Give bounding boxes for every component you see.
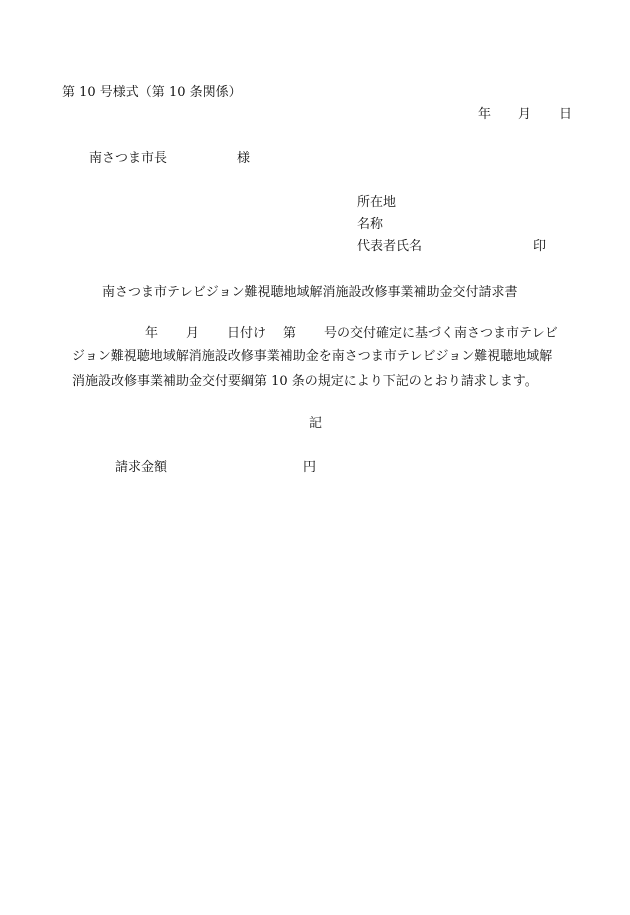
body-line-1-rest: 号の交付確定に基づく南さつま市テレビ — [324, 326, 558, 341]
claim-amount-label: 請求金額 — [115, 460, 168, 475]
body-number-prefix: 第 — [283, 326, 297, 341]
note-heading: 記 — [309, 416, 323, 431]
body-year-label: 年 — [145, 326, 159, 341]
form-number: 第 10 号様式（第 10 条関係） — [62, 85, 242, 100]
body-line-2: ジョン難視聴地域解消施設改修事業補助金を南さつま市テレビジョン難視聴地域解 — [72, 349, 553, 364]
applicant-name-label: 名称 — [357, 217, 384, 232]
claim-amount-unit: 円 — [303, 460, 317, 475]
addressee-name: 南さつま市長 — [89, 151, 168, 166]
seal-mark: 印 — [533, 239, 547, 254]
date-day-label: 日 — [559, 107, 573, 122]
applicant-address-label: 所在地 — [357, 195, 397, 210]
body-month-label: 月 — [186, 326, 200, 341]
date-year-label: 年 — [478, 107, 492, 122]
body-paragraph — [72, 344, 584, 394]
date-month-label: 月 — [518, 107, 532, 122]
document-title: 南さつま市テレビジョン難視聴地域解消施設改修事業補助金交付請求書 — [102, 285, 518, 300]
body-line-3: 消施設改修事業補助金交付要綱第 10 条の規定により下記のとおり請求します。 — [72, 374, 538, 389]
addressee-honorific: 様 — [237, 151, 251, 166]
applicant-representative-label: 代表者氏名 — [357, 239, 423, 254]
body-dated-label: 日付け — [227, 326, 267, 341]
